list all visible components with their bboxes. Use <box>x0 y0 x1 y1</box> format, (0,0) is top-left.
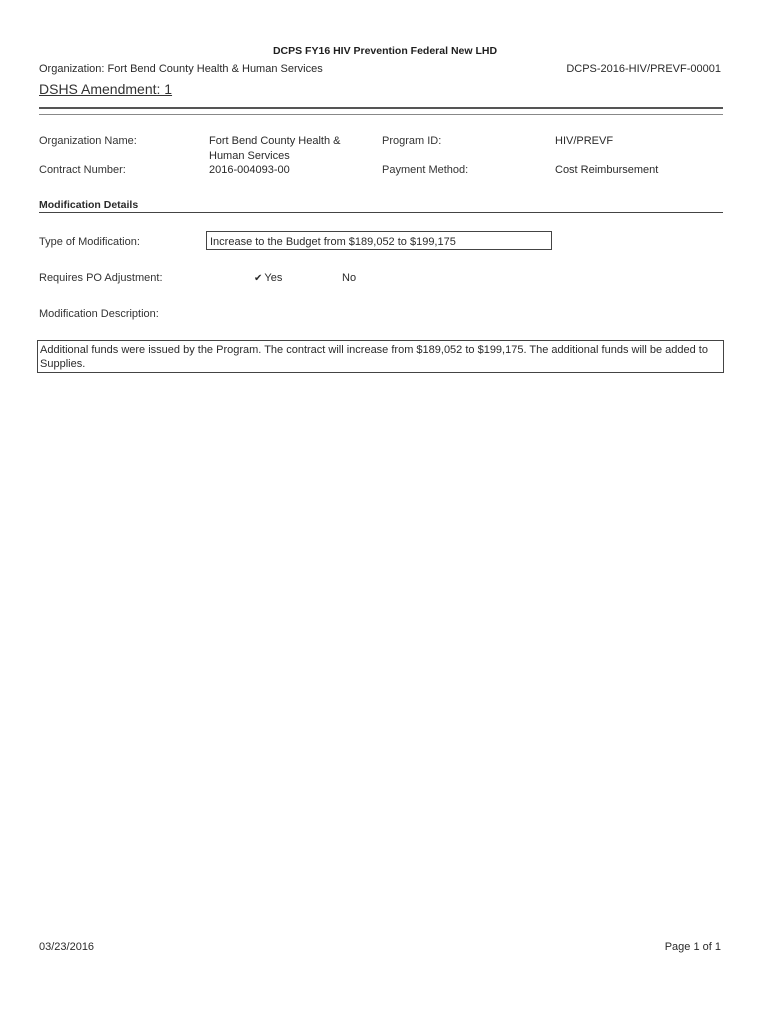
po-yes-label: Yes <box>264 272 283 284</box>
payment-method-value: Cost Reimbursement <box>555 164 659 176</box>
document-id: DCPS-2016-HIV/PREVF-00001 <box>566 63 721 75</box>
document-title: DCPS FY16 HIV Prevention Federal New LHD <box>272 45 498 57</box>
modification-description-label: Modification Description: <box>39 308 159 320</box>
section-divider <box>39 212 723 213</box>
type-of-modification-field: Increase to the Budget from $189,052 to $199,175 <box>206 231 552 250</box>
po-option-yes <box>254 271 282 286</box>
program-id-value: HIV/PREVF <box>555 135 614 147</box>
org-name-value-line2: Human Services <box>209 150 290 162</box>
org-name-label: Organization Name: <box>39 135 137 147</box>
page-number: Page 1 of 1 <box>664 941 721 953</box>
amendment-heading: DSHS Amendment: 1 <box>39 81 173 97</box>
organization-line: Organization: Fort Bend County Health & Human Services <box>39 63 323 75</box>
contract-number-label: Contract Number: <box>39 164 126 176</box>
header-divider <box>39 107 723 115</box>
org-name-value-line1: Fort Bend County Health & <box>209 135 341 147</box>
modification-details-heading: Modification Details <box>39 199 139 211</box>
type-of-modification-label: Type of Modification: <box>39 236 140 248</box>
po-adjustment-label: Requires PO Adjustment: <box>39 272 163 284</box>
program-id-label: Program ID: <box>382 135 442 147</box>
check-mark-icon: ✔ <box>254 273 263 284</box>
payment-method-label: Payment Method: <box>382 164 469 176</box>
contract-number-value: 2016-004093-00 <box>209 164 290 176</box>
po-option-no: No <box>342 272 357 284</box>
modification-description-field: Additional funds were issued by the Program. The contract will increase from $189,052 to $199,175. The additional funds will be added to Supplies. <box>37 340 724 373</box>
footer-date: 03/23/2016 <box>39 941 95 953</box>
